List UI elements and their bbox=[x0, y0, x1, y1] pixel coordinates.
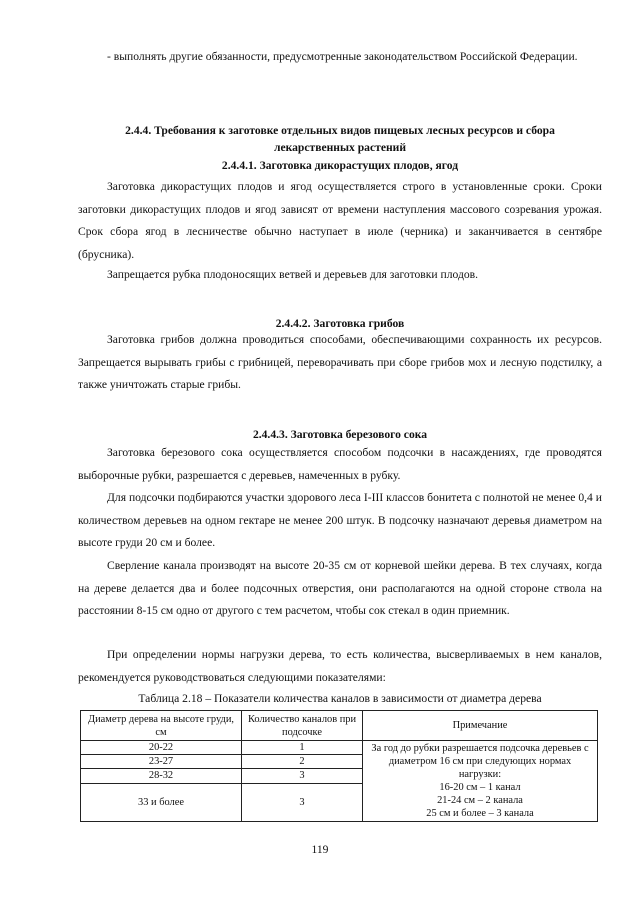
cell-note bbox=[363, 741, 598, 822]
intro-paragraph: - выполнять другие обязанности, предусмотренные законодательством Российской Федерации. bbox=[107, 50, 578, 63]
section-2-4-4-2-paragraph-1: Заготовка грибов должна проводиться способами, обеспечивающими сохранность их ресурсов. Запрещается вырывать грибы с грибницей, переворачивать при сборе грибов мох и лесную подстилку, а также уничтожать старые грибы. bbox=[78, 333, 602, 391]
cell-diameter: 20-22 bbox=[81, 741, 242, 755]
header-channels: Количество каналов при подсочке bbox=[242, 711, 363, 741]
section-2-4-4-3-paragraph-1: Заготовка березового сока осуществляется способом подсочки в насаждениях, где проводятся выборочные рубки, разрешается с деревьев, намеченных в рубку. bbox=[78, 446, 602, 482]
cell-diameter: 28-32 bbox=[81, 769, 242, 783]
note-line: 25 см и более – 3 канала bbox=[426, 808, 534, 819]
table-row bbox=[81, 741, 598, 755]
table-caption: Таблица 2.18 – Показатели количества каналов в зависимости от диаметра дерева bbox=[138, 692, 542, 705]
cell-diameter: 23-27 bbox=[81, 755, 242, 769]
channels-table bbox=[80, 710, 598, 822]
note-line: 16-20 см – 1 канал bbox=[439, 782, 521, 793]
note-line: За год до рубки разрешается подсочка деревьев с диаметром 16 см при следующих нормах нагрузки: bbox=[371, 743, 589, 780]
section-2-4-4-3-paragraph-4: При определении нормы нагрузки дерева, то есть количества, высверливаемых в нем каналов, рекомендуется руководствоваться следующими показателями: bbox=[78, 648, 602, 684]
cell-channels: 1 bbox=[242, 741, 363, 755]
section-2-4-4-3-paragraph-3: Сверление канала производят на высоте 20-35 см от корневой шейки дерева. В тех случаях, когда на дереве делается два и более подсочных отверстия, они располагаются на одной стороне ствола на расстоянии 8-15 см одно от другого с тем расчетом, чтобы сок стекал в один приемник. bbox=[78, 559, 602, 617]
header-note: Примечание bbox=[363, 711, 598, 741]
cell-channels: 2 bbox=[242, 755, 363, 769]
table-header-row bbox=[81, 711, 598, 741]
cell-channels: 3 bbox=[242, 769, 363, 783]
cell-diameter: 33 и более bbox=[81, 783, 242, 821]
page-number: 119 bbox=[311, 843, 329, 856]
section-2-4-4-1-title: 2.4.4.1. Заготовка дикорастущих плодов, ягод bbox=[221, 159, 459, 172]
note-line: 21-24 см – 2 канала bbox=[437, 795, 523, 806]
section-2-4-4-title: 2.4.4. Требования к заготовке отдельных видов пищевых лесных ресурсов и сбора лекарственных растений bbox=[125, 124, 555, 154]
section-2-4-4-3-title: 2.4.4.3. Заготовка березового сока bbox=[252, 428, 428, 441]
section-2-4-4-3-paragraph-2: Для подсочки подбираются участки здорового леса I-III классов бонитета с полнотой не менее 0,4 и количеством деревьев на одном гектаре не менее 200 штук. В подсочку назначают деревья диаметром на высоте груди 20 см и более. bbox=[78, 491, 602, 549]
header-diameter: Диаметр дерева на высоте груди, см bbox=[81, 711, 242, 741]
section-2-4-4-2-title: 2.4.4.2. Заготовка грибов bbox=[275, 317, 405, 330]
cell-channels: 3 bbox=[242, 783, 363, 821]
section-2-4-4-1-paragraph-2: Запрещается рубка плодоносящих ветвей и деревьев для заготовки плодов. bbox=[107, 268, 479, 281]
section-2-4-4-1-paragraph-1: Заготовка дикорастущих плодов и ягод осуществляется строго в установленные сроки. Сроки заготовки дикорастущих плодов и ягод зависят от времени наступления массового созревания урожая. Срок сбора ягод в лесничестве обычно наступает в июле (черника) и заканчивается в сентябре (брусника). bbox=[78, 180, 602, 261]
